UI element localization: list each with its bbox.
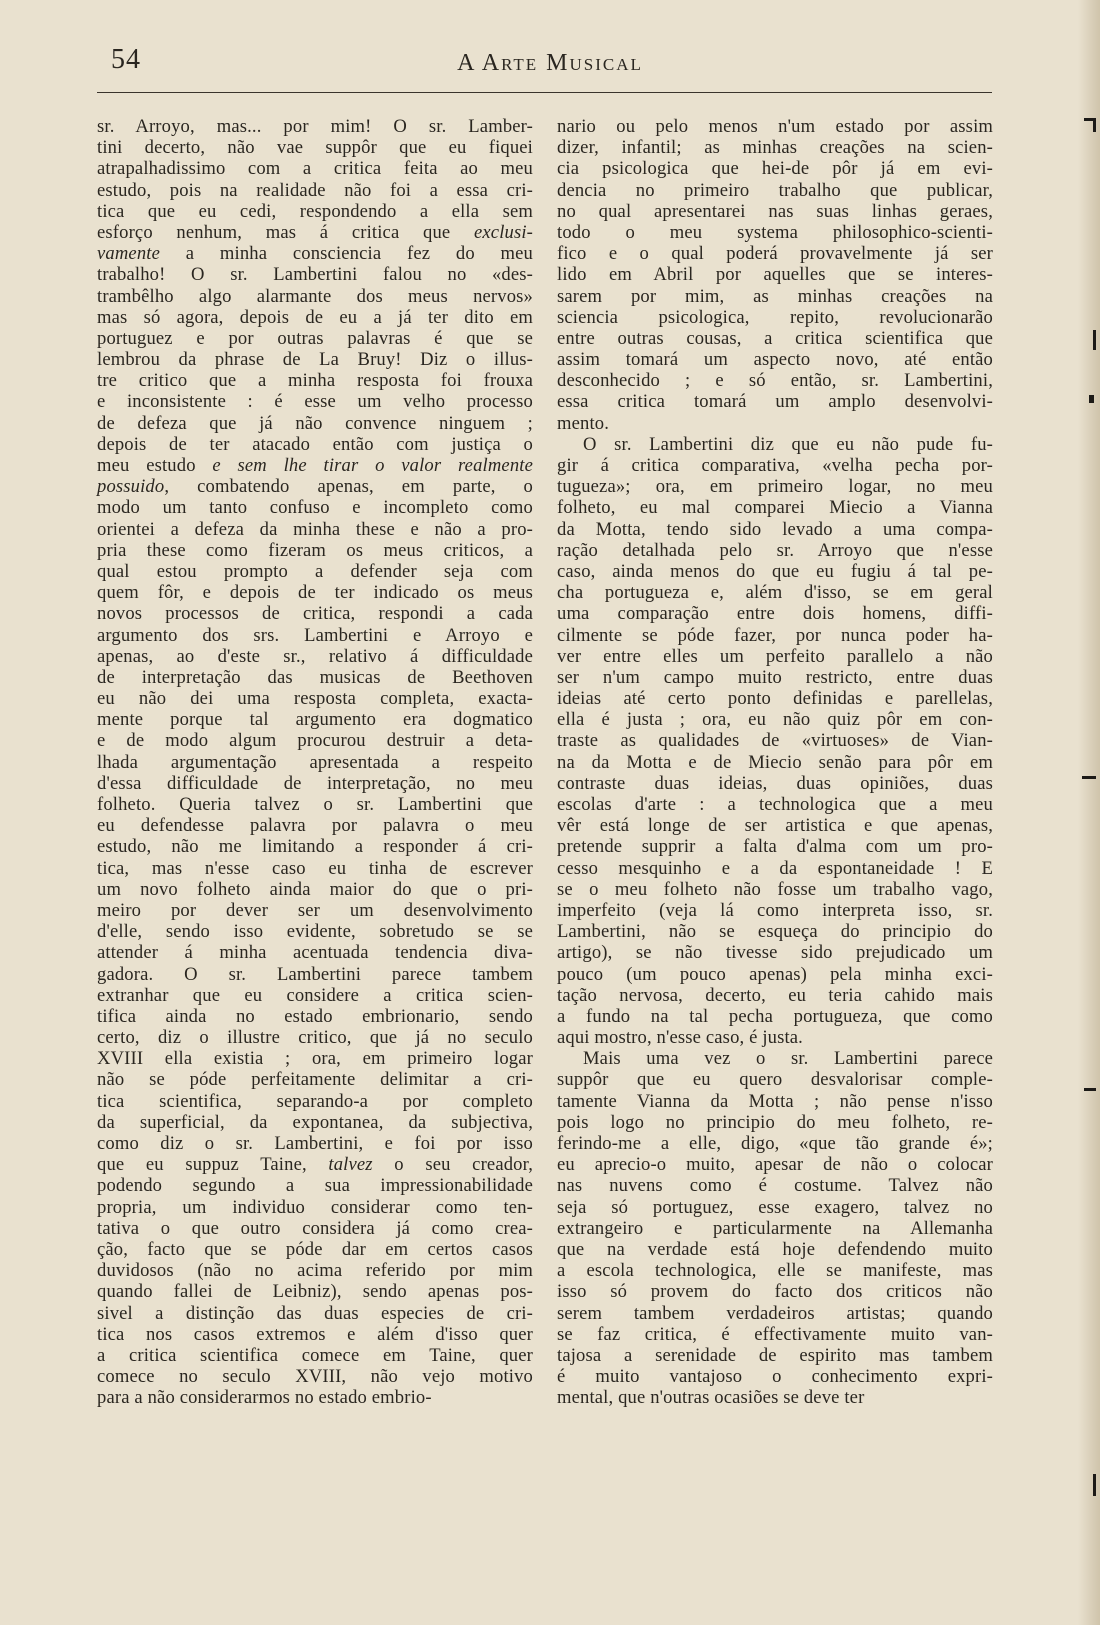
text-line: esforço nenhum, mas á critica que exclusi- bbox=[97, 221, 533, 243]
text-line: no qual apresentarei nas suas linhas geraes, bbox=[557, 200, 993, 222]
margin-mark bbox=[1093, 1474, 1096, 1496]
margin-mark bbox=[1093, 118, 1096, 132]
text-line: um novo folheto ainda maior do que o pri- bbox=[97, 878, 533, 900]
text-line: pria these como fizeram os meus criticos, a bbox=[97, 539, 533, 561]
text-line: entre outras cousas, a critica scientifica que bbox=[557, 327, 993, 349]
text-line: eu defendesse palavra por palavra o meu bbox=[97, 815, 533, 837]
text-line: meu estudo e sem lhe tirar o valor realmente bbox=[97, 455, 533, 476]
text-line: lido em Abril por aquelles que se interes- bbox=[557, 264, 993, 286]
text-line: a critica scientifica comece em Taine, quer bbox=[97, 1344, 533, 1366]
text-line: trambêlho algo alarmante dos meus nervos» bbox=[97, 285, 533, 307]
text-line: tica, mas n'esse caso eu tinha de escrever bbox=[97, 857, 533, 879]
text-line: caso, ainda menos do que eu fugiu á tal pe- bbox=[557, 560, 993, 582]
text-line: XVIII ella existia ; ora, em primeiro logar bbox=[97, 1048, 533, 1070]
text-line: artigo), se não tivesse sido prejudicado um bbox=[557, 942, 993, 964]
text-line: sciencia psicologica, repito, revolucionarão bbox=[557, 306, 993, 328]
text-line: lembrou da phrase de La Bruy! Diz o illus- bbox=[97, 349, 533, 371]
text-line: ção, facto que se póde dar em certos casos bbox=[97, 1238, 533, 1260]
text-line: tica nos casos extremos e além d'isso quer bbox=[97, 1323, 533, 1345]
text-line: a escola technologica, elle se manifeste, mas bbox=[557, 1260, 993, 1282]
text-line: gir á critica comparativa, «velha pecha por- bbox=[557, 455, 993, 476]
text-line: novos processos de critica, respondi a cada bbox=[97, 603, 533, 625]
text-line: eu aprecio-o muito, apesar de não o colocar bbox=[557, 1154, 993, 1176]
text-line: depois de ter atacado então com justiça o bbox=[97, 433, 533, 455]
text-line: tugueza»; ora, em primeiro logar, no meu bbox=[557, 476, 993, 498]
text-line: ella é justa ; ora, eu não quiz pôr em con- bbox=[557, 709, 993, 731]
text-line: aqui mostro, n'esse caso, é justa. bbox=[557, 1027, 803, 1049]
text-line: todo o meu systema philosophico-scienti- bbox=[557, 221, 993, 243]
text-line: mental, que n'outras ocasiões se deve ter bbox=[557, 1387, 865, 1409]
text-line: pois logo no principio do meu folheto, re- bbox=[557, 1111, 993, 1133]
text-line: nario ou pelo menos n'um estado por assim bbox=[557, 116, 993, 137]
header-rule bbox=[97, 92, 992, 93]
text-line: cesso mesquinho e a da espontaneidade ! E bbox=[557, 857, 993, 879]
page-edge-shadow bbox=[1078, 0, 1100, 1625]
text-line: argumento dos srs. Lambertini e Arroyo e bbox=[97, 624, 533, 646]
text-line: extranhar que eu considere a critica scien- bbox=[97, 984, 533, 1006]
text-line: lhada argumentação apresentada a respeito bbox=[97, 751, 533, 773]
text-line: suppôr que eu quero desvalorisar comple- bbox=[557, 1069, 993, 1091]
text-line: imperfeito (veja lá como interpreta isso, sr. bbox=[557, 899, 993, 921]
text-line: podendo segundo a sua impressionabilidade bbox=[97, 1175, 533, 1197]
text-line: como diz o sr. Lambertini, e foi por isso bbox=[97, 1133, 533, 1154]
text-line: tifica ainda no estado embrionario, sendo bbox=[97, 1005, 533, 1027]
text-line: tativa o que outro considera já como crea- bbox=[97, 1217, 533, 1239]
page-number: 54 bbox=[111, 44, 141, 75]
text-line: d'elle, sendo isso evidente, sobretudo se se bbox=[97, 921, 533, 943]
text-line: pouco (um pouco apenas) pela minha exci- bbox=[557, 963, 993, 985]
text-line: folheto, eu mal comparei Miecio a Vianna bbox=[557, 497, 993, 519]
text-line: assim tomará um aspecto novo, até então bbox=[557, 349, 993, 371]
text-line: que eu suppuz Taine, talvez o seu creador, bbox=[97, 1154, 534, 1176]
text-line: duvidosos (não no acima referido por mim bbox=[97, 1260, 533, 1282]
text-line: attender á minha acentuada tendencia diva- bbox=[97, 942, 533, 964]
margin-mark bbox=[1082, 776, 1096, 779]
text-line: que na verdade está hoje defendendo muito bbox=[557, 1238, 993, 1260]
text-line: tica que eu cedi, respondendo a ella sem bbox=[97, 200, 533, 222]
text-line: possuido, combatendo apenas, em parte, o bbox=[97, 476, 533, 498]
text-line: e inconsistente : é esse um velho processo bbox=[97, 391, 533, 413]
text-line: vêr está longe de ser artistica e que apenas, bbox=[557, 815, 993, 837]
running-head: A Arte Musical bbox=[457, 50, 643, 76]
text-line: cilmente se póde fazer, por nunca poder ha- bbox=[557, 624, 993, 646]
text-line: gadora. O sr. Lambertini parece tambem bbox=[97, 963, 533, 985]
text-line: sivel a distinção das duas especies de cri- bbox=[97, 1302, 533, 1324]
text-line: ideias até certo ponto definidas e parellelas, bbox=[557, 688, 993, 710]
text-line: se o meu folheto não fosse um trabalho vago, bbox=[557, 878, 993, 900]
text-line: tamente Vianna da Motta ; não pense n'isso bbox=[557, 1090, 993, 1112]
margin-mark bbox=[1093, 330, 1096, 350]
text-line: orientei a defeza da minha these e não a pro- bbox=[97, 518, 533, 540]
text-line: tica scientifica, separando-a por completo bbox=[97, 1090, 533, 1112]
text-line: propria, um individuo considerar como ten- bbox=[97, 1196, 533, 1218]
text-line: atrapalhadissimo com a critica feita ao meu bbox=[97, 158, 533, 180]
text-line: ver entre elles um perfeito parallelo a não bbox=[557, 645, 993, 667]
margin-mark bbox=[1089, 395, 1094, 403]
text-line: contraste duas ideias, duas opiniões, duas bbox=[557, 772, 993, 794]
text-line: traste as qualidades de «virtuoses» de Vian- bbox=[557, 730, 993, 752]
text-line: seja só portuguez, esse exagero, talvez no bbox=[557, 1196, 993, 1218]
text-line: apenas, ao d'este sr., relativo á difficuldade bbox=[97, 645, 533, 667]
text-line: estudo, pois na realidade não foi a essa cri- bbox=[97, 179, 533, 201]
text-line: ferindo-me a elle, digo, «que tão grande é»; bbox=[557, 1133, 993, 1154]
text-line: Lambertini, não se esqueça do principio do bbox=[557, 921, 993, 943]
text-line: mente porque tal argumento era dogmatico bbox=[97, 709, 533, 731]
text-line: O sr. Lambertini diz que eu não pude fu- bbox=[583, 433, 993, 455]
text-line: mas só agora, depois de eu a já ter dito em bbox=[97, 306, 533, 328]
text-line: de interpretação das musicas de Beethoven bbox=[97, 666, 533, 688]
text-line: d'essa difficuldade de interpretação, no meu bbox=[97, 772, 533, 794]
text-line: e de modo algum procurou destruir a deta- bbox=[97, 730, 533, 752]
text-line: isso só provem do facto dos criticos não bbox=[557, 1281, 993, 1303]
text-line: a fundo na tal pecha portugueza, que como bbox=[557, 1005, 993, 1027]
text-line: dencia no primeiro trabalho que publicar, bbox=[557, 179, 993, 201]
text-line: eu não dei uma resposta completa, exacta- bbox=[97, 688, 533, 710]
text-line: modo um tanto confuso e incompleto como bbox=[97, 497, 533, 519]
text-line: pretende supprir a falta d'alma com um pro- bbox=[557, 836, 993, 858]
text-line: trabalho! O sr. Lambertini falou no «des- bbox=[97, 264, 533, 286]
text-line: comece no seculo XVIII, não vejo motivo bbox=[97, 1366, 533, 1388]
text-line: cha portugueza e, além d'isso, se em geral bbox=[557, 582, 993, 604]
text-line: Mais uma vez o sr. Lambertini parece bbox=[583, 1048, 993, 1070]
text-line: qual estou prompto a defender seja com bbox=[97, 560, 533, 582]
text-line: dizer, infantil; as minhas creações na scien- bbox=[557, 137, 993, 159]
text-line: meiro por dever ser um desenvolvimento bbox=[97, 899, 533, 921]
text-line: na da Motta e de Miecio senão para pôr em bbox=[557, 751, 993, 773]
text-line: tajosa a serenidade de espirito mas tambem bbox=[557, 1344, 993, 1366]
text-line: da superficial, da expontanea, da subjectiva, bbox=[97, 1111, 533, 1133]
margin-mark bbox=[1084, 1088, 1096, 1091]
text-line: não se póde perfeitamente delimitar a cri- bbox=[97, 1069, 533, 1091]
text-line: ração detalhada pelo sr. Arroyo que n'esse bbox=[557, 539, 993, 561]
right-column bbox=[557, 116, 993, 1408]
text-line: se faz critica, é effectivamente muito van- bbox=[557, 1323, 993, 1345]
text-line: certo, diz o illustre critico, que já no seculo bbox=[97, 1027, 533, 1049]
text-line: tre critico que a minha resposta foi frouxa bbox=[97, 370, 533, 392]
text-line: de defeza que já não convence ninguem ; bbox=[97, 412, 533, 434]
text-line: estudo, não me limitando a responder á cri- bbox=[97, 836, 533, 858]
left-column bbox=[97, 116, 533, 1408]
text-line: tação nervosa, decerto, eu teria cahido mais bbox=[557, 984, 993, 1006]
text-line: mento. bbox=[557, 412, 610, 434]
text-line: quando fallei de Leibniz), sendo apenas pos- bbox=[97, 1281, 533, 1303]
text-line: escolas d'arte : a technologica que a meu bbox=[557, 794, 993, 815]
text-line: quem fôr, e depois de ter indicado os meus bbox=[97, 582, 533, 604]
text-line: nas nuvens como é costume. Talvez não bbox=[557, 1175, 993, 1197]
text-line: folheto. Queria talvez o sr. Lambertini que bbox=[97, 794, 533, 815]
text-line: fico e o qual poderá provavelmente já ser bbox=[557, 243, 993, 265]
text-line: tini decerto, não vae suppôr que eu fiquei bbox=[97, 137, 533, 159]
text-line: cia psicologica que hei-de pôr já em evi- bbox=[557, 158, 993, 180]
text-line: vamente a minha consciencia fez do meu bbox=[97, 243, 533, 265]
text-line: desconhecido ; e só então, sr. Lambertini, bbox=[557, 370, 993, 392]
text-line: essa critica tomará um amplo desenvolvi- bbox=[557, 391, 993, 413]
text-line: ser n'um campo muito restricto, entre duas bbox=[557, 666, 993, 688]
text-line: serem tambem verdadeiros artistas; quando bbox=[557, 1302, 993, 1324]
text-line: portuguez e por outras palavras é que se bbox=[97, 327, 533, 349]
text-line: extrangeiro e particularmente na Allemanha bbox=[557, 1217, 993, 1239]
text-line: para a não considerarmos no estado embrio- bbox=[97, 1387, 432, 1409]
text-line: sarem por mim, as minhas creações na bbox=[557, 285, 993, 307]
text-line: da Motta, tendo sido levado a uma compa- bbox=[557, 518, 993, 540]
text-line: uma comparação entre dois homens, diffi- bbox=[557, 603, 993, 625]
text-line: é muito vantajoso o conhecimento expri- bbox=[557, 1366, 993, 1388]
text-line: sr. Arroyo, mas... por mim! O sr. Lamber- bbox=[97, 116, 533, 137]
